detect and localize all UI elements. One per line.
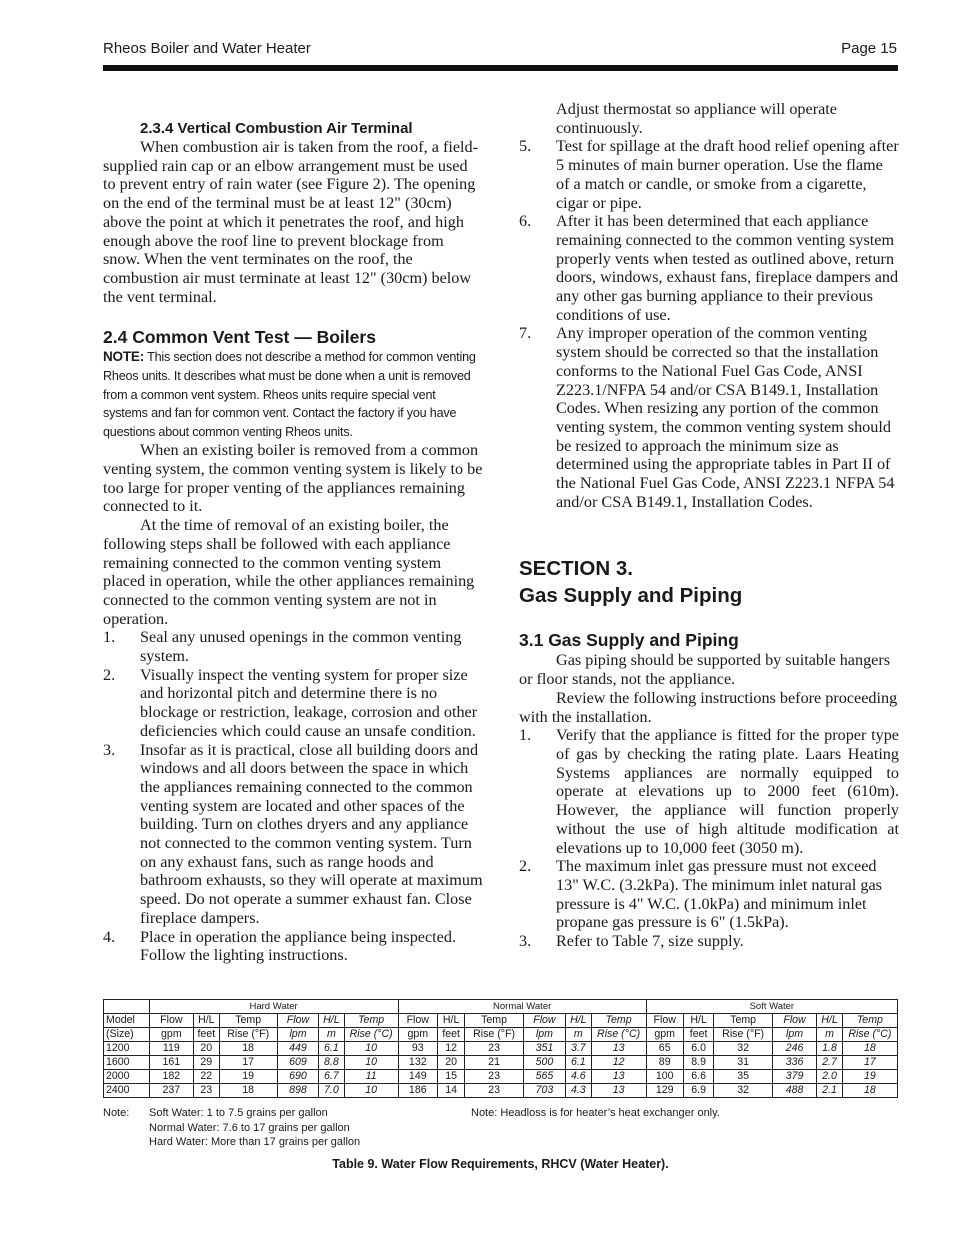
table-cell: 23 bbox=[194, 1084, 219, 1098]
header-cell: Temp bbox=[591, 1014, 646, 1028]
header-rule bbox=[103, 65, 898, 71]
header-row bbox=[104, 1028, 898, 1042]
table-cell: 237 bbox=[149, 1084, 194, 1098]
table-cell: 19 bbox=[219, 1070, 277, 1084]
table-cell: 19 bbox=[842, 1070, 897, 1084]
page-number: Page 15 bbox=[841, 40, 897, 57]
note-line: Soft Water: 1 to 7.5 grains per gallon bbox=[149, 1107, 328, 1119]
table-cell: 32 bbox=[714, 1084, 772, 1098]
table-cell: 182 bbox=[149, 1070, 194, 1084]
section-3-number: SECTION 3. bbox=[519, 557, 633, 581]
section-2-3-4-body: When combustion air is taken from the roof, a field-supplied rain cap or an elbow arrangement must be used to prevent entry of rain water (see Figure 2). The opening on the end of the terminal must be at least 12" (30cm) above the point at which it penetrates the roof, and high enough above the roof line to prevent blockage from snow. When the vent terminates on the roof, the combustion air must terminate at least 12" (30cm) below the vent terminal. bbox=[103, 138, 479, 306]
section-3-1-para1: Gas piping should be supported by suitable hangers or floor stands, not the appliance. bbox=[519, 651, 891, 689]
header-cell: (Size) bbox=[104, 1028, 150, 1042]
list-item bbox=[103, 928, 483, 965]
header-cell: Rise (°F) bbox=[714, 1028, 772, 1042]
table-row bbox=[104, 1056, 898, 1070]
table-cell: 379 bbox=[772, 1070, 817, 1084]
section-2-3-4-heading: 2.3.4 Vertical Combustion Air Terminal bbox=[140, 120, 413, 137]
section-2-4-para2: At the time of removal of an existing boiler, the following steps shall be followed with each appliance remaining connected to the common venting system placed in operation, while the other appliances remaining connected to the common venting system are not in operation. bbox=[103, 516, 475, 628]
table-cell: 18 bbox=[842, 1084, 897, 1098]
header-cell: Rise (°F) bbox=[465, 1028, 523, 1042]
header-cell: Flow bbox=[523, 1014, 565, 1028]
table-cell: 21 bbox=[465, 1056, 523, 1070]
header-cell: H/L bbox=[817, 1014, 842, 1028]
header-cell: m bbox=[319, 1028, 344, 1042]
table-cell: 246 bbox=[772, 1042, 817, 1056]
table-cell: 149 bbox=[398, 1070, 437, 1084]
table-cell: 3.7 bbox=[566, 1042, 591, 1056]
table-cell: 336 bbox=[772, 1056, 817, 1070]
header-cell: H/L bbox=[683, 1014, 714, 1028]
header-cell: m bbox=[817, 1028, 842, 1042]
gas-supply-steps bbox=[519, 726, 899, 950]
table-cell: 17 bbox=[219, 1056, 277, 1070]
table-row bbox=[104, 1070, 898, 1084]
table-cell: 20 bbox=[437, 1056, 465, 1070]
header-cell: Temp bbox=[842, 1014, 897, 1028]
table-cell: 12 bbox=[591, 1056, 646, 1070]
table-cell: 35 bbox=[714, 1070, 772, 1084]
table-cell: 2.1 bbox=[817, 1084, 842, 1098]
list-number: 2. bbox=[519, 857, 532, 876]
note-line: Hard Water: More than 17 grains per gallon bbox=[149, 1136, 361, 1148]
header-cell: lpm bbox=[523, 1028, 565, 1042]
table-cell: 1.8 bbox=[817, 1042, 842, 1056]
table-cell: 23 bbox=[465, 1042, 523, 1056]
table-cell: 449 bbox=[277, 1042, 318, 1056]
list-text: The maximum inlet gas pressure must not exceed 13" W.C. (3.2kPa). The minimum inlet natural gas pressure is 4" W.C. (1.0kPa) and minimum inlet propane gas pressure is 6" (1.5kPa). bbox=[556, 857, 882, 932]
list-number: 6. bbox=[519, 212, 532, 231]
table-cell: 2.7 bbox=[817, 1056, 842, 1070]
list-number: 3. bbox=[519, 932, 532, 951]
table-cell: 13 bbox=[591, 1084, 646, 1098]
table-cell: 132 bbox=[398, 1056, 437, 1070]
header-cell: Flow bbox=[398, 1014, 437, 1028]
list-item bbox=[519, 857, 899, 932]
table-notes bbox=[149, 1106, 360, 1150]
header-cell: Flow bbox=[149, 1014, 194, 1028]
water-flow-table bbox=[103, 999, 898, 1098]
header-cell: Rise (°C) bbox=[344, 1028, 398, 1042]
list-text: Refer to Table 7, size supply. bbox=[556, 932, 744, 951]
list-item bbox=[103, 628, 483, 665]
table-cell: 6.1 bbox=[566, 1056, 591, 1070]
table-cell: 32 bbox=[714, 1042, 772, 1056]
table-cell: 703 bbox=[523, 1084, 565, 1098]
table-cell: 6.7 bbox=[319, 1070, 344, 1084]
header-cell: Model bbox=[104, 1014, 150, 1028]
list-number: 1. bbox=[519, 726, 532, 745]
table-cell: 488 bbox=[772, 1084, 817, 1098]
table-cell: 186 bbox=[398, 1084, 437, 1098]
table-cell: 565 bbox=[523, 1070, 565, 1084]
header-cell: gpm bbox=[646, 1028, 683, 1042]
list-item bbox=[519, 137, 899, 212]
section-3-name: Gas Supply and Piping bbox=[519, 584, 743, 608]
section-3-1-para2: Review the following instructions before proceeding with the installation. bbox=[519, 688, 898, 726]
list-number: 5. bbox=[519, 137, 532, 156]
note-text: This section does not describe a method for common venting Rheos units. It describes what must be done when a unit is removed from a common vent system. Rheos units require special vent systems and fan for common vent. Contact the factory if you have questions about common venting Rheos units. bbox=[103, 350, 476, 439]
table-cell: 10 bbox=[344, 1042, 398, 1056]
table-cell: 20 bbox=[194, 1042, 219, 1056]
list-number: 1. bbox=[103, 628, 116, 647]
header-cell: Temp bbox=[465, 1014, 523, 1028]
header-cell: H/L bbox=[319, 1014, 344, 1028]
header-cell: feet bbox=[437, 1028, 465, 1042]
list-item bbox=[519, 726, 899, 857]
table-cell: 12 bbox=[437, 1042, 465, 1056]
table-cell: 10 bbox=[344, 1084, 398, 1098]
header-cell: lpm bbox=[277, 1028, 318, 1042]
header-cell: Rise (°F) bbox=[219, 1028, 277, 1042]
list-text: Insofar as it is practical, close all building doors and windows and all doors between the space in which the appliances remaining connected to the common venting system are located and other spaces of the building. Turn on clothes dryers and any appliance not connected to the common venting system. Turn on any exhaust fans, such as range hoods and bathroom exhausts, so they will operate at maximum speed. Do not operate a summer exhaust fan. Close fireplace dampers. bbox=[140, 740, 483, 927]
header-cell: Rise (°C) bbox=[842, 1028, 897, 1042]
table-cell: 351 bbox=[523, 1042, 565, 1056]
list-number: 7. bbox=[519, 324, 532, 343]
table-cell: 898 bbox=[277, 1084, 318, 1098]
header-cell: Flow bbox=[277, 1014, 318, 1028]
table-cell: 18 bbox=[219, 1084, 277, 1098]
header-cell: Flow bbox=[772, 1014, 817, 1028]
header-cell: feet bbox=[683, 1028, 714, 1042]
left-column bbox=[103, 119, 483, 965]
table-cell: 4.6 bbox=[566, 1070, 591, 1084]
table-cell bbox=[104, 1000, 150, 1014]
header-row bbox=[104, 1014, 898, 1028]
header-cell: Temp bbox=[344, 1014, 398, 1028]
list-item bbox=[103, 666, 483, 741]
table-cell: 29 bbox=[194, 1056, 219, 1070]
table-cell: 13 bbox=[591, 1070, 646, 1084]
header-cell: Temp bbox=[714, 1014, 772, 1028]
header-cell: H/L bbox=[194, 1014, 219, 1028]
table-caption: Table 9. Water Flow Requirements, RHCV (Water Heater). bbox=[332, 1157, 669, 1171]
table-cell: 7.0 bbox=[319, 1084, 344, 1098]
list-text: Visually inspect the venting system for proper size and horizontal pitch and determine there is no blockage or restriction, leakage, corrosion and other deficiencies which could cause an unsafe condition. bbox=[140, 665, 478, 740]
model-cell: 2000 bbox=[104, 1070, 150, 1084]
header-cell: gpm bbox=[149, 1028, 194, 1042]
table-row bbox=[104, 1042, 898, 1056]
list-number: 3. bbox=[103, 740, 116, 759]
list-text: Place in operation the appliance being inspected. Follow the lighting instructions. bbox=[140, 927, 456, 965]
list-number: 4. bbox=[103, 927, 116, 946]
table-cell: 6.6 bbox=[683, 1070, 714, 1084]
table-cell: 14 bbox=[437, 1084, 465, 1098]
running-header-title: Rheos Boiler and Water Heater bbox=[103, 40, 311, 57]
table-cell: 23 bbox=[465, 1070, 523, 1084]
table-cell: 18 bbox=[842, 1042, 897, 1056]
section-3-1-heading: 3.1 Gas Supply and Piping bbox=[519, 630, 739, 651]
header-cell: feet bbox=[194, 1028, 219, 1042]
list-item bbox=[519, 324, 899, 511]
table-cell: 93 bbox=[398, 1042, 437, 1056]
model-cell: 1600 bbox=[104, 1056, 150, 1070]
header-cell: Temp bbox=[219, 1014, 277, 1028]
list-item bbox=[103, 741, 483, 928]
group-header-row bbox=[104, 1000, 898, 1014]
section-3-title bbox=[519, 555, 899, 609]
table-cell: 500 bbox=[523, 1056, 565, 1070]
table-cell: 6.0 bbox=[683, 1042, 714, 1056]
table-cell: 690 bbox=[277, 1070, 318, 1084]
model-cell: 2400 bbox=[104, 1084, 150, 1098]
headloss-note: Note: Headloss is for heater’s heat exchanger only. bbox=[471, 1107, 720, 1119]
table-cell: 31 bbox=[714, 1056, 772, 1070]
table-cell: 22 bbox=[194, 1070, 219, 1084]
table-cell: 6.1 bbox=[319, 1042, 344, 1056]
list-text: Verify that the appliance is fitted for the proper type of gas by checking the rating plate. Laars Heating Systems appliances are normally equipped to operate at elevations up to 2000 feet (610m). However, the appliance will function properly without the use of high altitude modification at elevations up to 10,000 feet (3050 m). bbox=[556, 726, 899, 857]
list-text: Seal any unused openings in the common venting system. bbox=[140, 628, 462, 666]
vent-test-steps-continued bbox=[519, 137, 899, 511]
list-item bbox=[519, 932, 899, 951]
table-cell: 18 bbox=[219, 1042, 277, 1056]
table-cell: 11 bbox=[344, 1070, 398, 1084]
table-cell: 4.3 bbox=[566, 1084, 591, 1098]
list-text: Any improper operation of the common venting system should be corrected so that the installation conforms to the National Fuel Gas Code, ANSI Z223.1/NFPA 54 and/or CSA B149.1, Installation Codes. When resizing any portion of the common venting system, the common venting system should be resized to approach the minimum size as determined using the appropriate tables in Part II of the National Fuel Gas Code, ANSI Z223.1 NFPA 54 and/or CSA B149.1, Installation Codes. bbox=[556, 324, 895, 511]
note-label: NOTE: bbox=[103, 349, 144, 365]
section-2-4-note bbox=[103, 348, 483, 441]
table-cell: 65 bbox=[646, 1042, 683, 1056]
list-number: 2. bbox=[103, 665, 116, 684]
table-cell: 10 bbox=[344, 1056, 398, 1070]
table-cell: 161 bbox=[149, 1056, 194, 1070]
right-column bbox=[519, 100, 899, 951]
table-cell: 119 bbox=[149, 1042, 194, 1056]
header-cell: H/L bbox=[437, 1014, 465, 1028]
header-cell: gpm bbox=[398, 1028, 437, 1042]
table-cell: 23 bbox=[465, 1084, 523, 1098]
table-note-label: Note: bbox=[103, 1107, 130, 1119]
section-2-4-para1: When an existing boiler is removed from a common venting system, the common venting system is likely to be too large for proper venting of the appliances remaining connected to it. bbox=[103, 441, 483, 516]
list-item bbox=[519, 212, 899, 324]
note-line: Normal Water: 7.6 to 17 grains per gallon bbox=[149, 1121, 350, 1134]
header-cell: lpm bbox=[772, 1028, 817, 1042]
table-cell: 8.9 bbox=[683, 1056, 714, 1070]
table-cell: 6.9 bbox=[683, 1084, 714, 1098]
table-row bbox=[104, 1084, 898, 1098]
table-cell: 100 bbox=[646, 1070, 683, 1084]
model-cell: 1200 bbox=[104, 1042, 150, 1056]
header-cell: Flow bbox=[646, 1014, 683, 1028]
section-2-4-heading: 2.4 Common Vent Test — Boilers bbox=[103, 327, 376, 348]
table-cell: 8.8 bbox=[319, 1056, 344, 1070]
table-cell: 2.0 bbox=[817, 1070, 842, 1084]
group-header: Hard Water bbox=[149, 1000, 398, 1014]
header-cell: H/L bbox=[566, 1014, 591, 1028]
table-cell: 89 bbox=[646, 1056, 683, 1070]
header-cell: m bbox=[566, 1028, 591, 1042]
header-cell: Rise (°C) bbox=[591, 1028, 646, 1042]
vent-test-steps bbox=[103, 628, 483, 965]
table-cell: 17 bbox=[842, 1056, 897, 1070]
group-header: Normal Water bbox=[398, 1000, 646, 1014]
table-cell: 129 bbox=[646, 1084, 683, 1098]
group-header: Soft Water bbox=[646, 1000, 897, 1014]
table-cell: 13 bbox=[591, 1042, 646, 1056]
list-text: Test for spillage at the draft hood relief opening after 5 minutes of main burner operation. Use the flame of a match or candle, or smoke from a cigarette, cigar or pipe. bbox=[556, 137, 899, 212]
list-text: After it has been determined that each appliance remaining connected to the common venting system properly vents when tested as outlined above, return doors, windows, exhaust fans, fireplace dampers and any other gas burning appliance to their previous conditions of use. bbox=[556, 212, 899, 324]
table-cell: 609 bbox=[277, 1056, 318, 1070]
table-cell: 15 bbox=[437, 1070, 465, 1084]
step-4-continuation: Adjust thermostat so appliance will operate continuously. bbox=[556, 100, 837, 137]
